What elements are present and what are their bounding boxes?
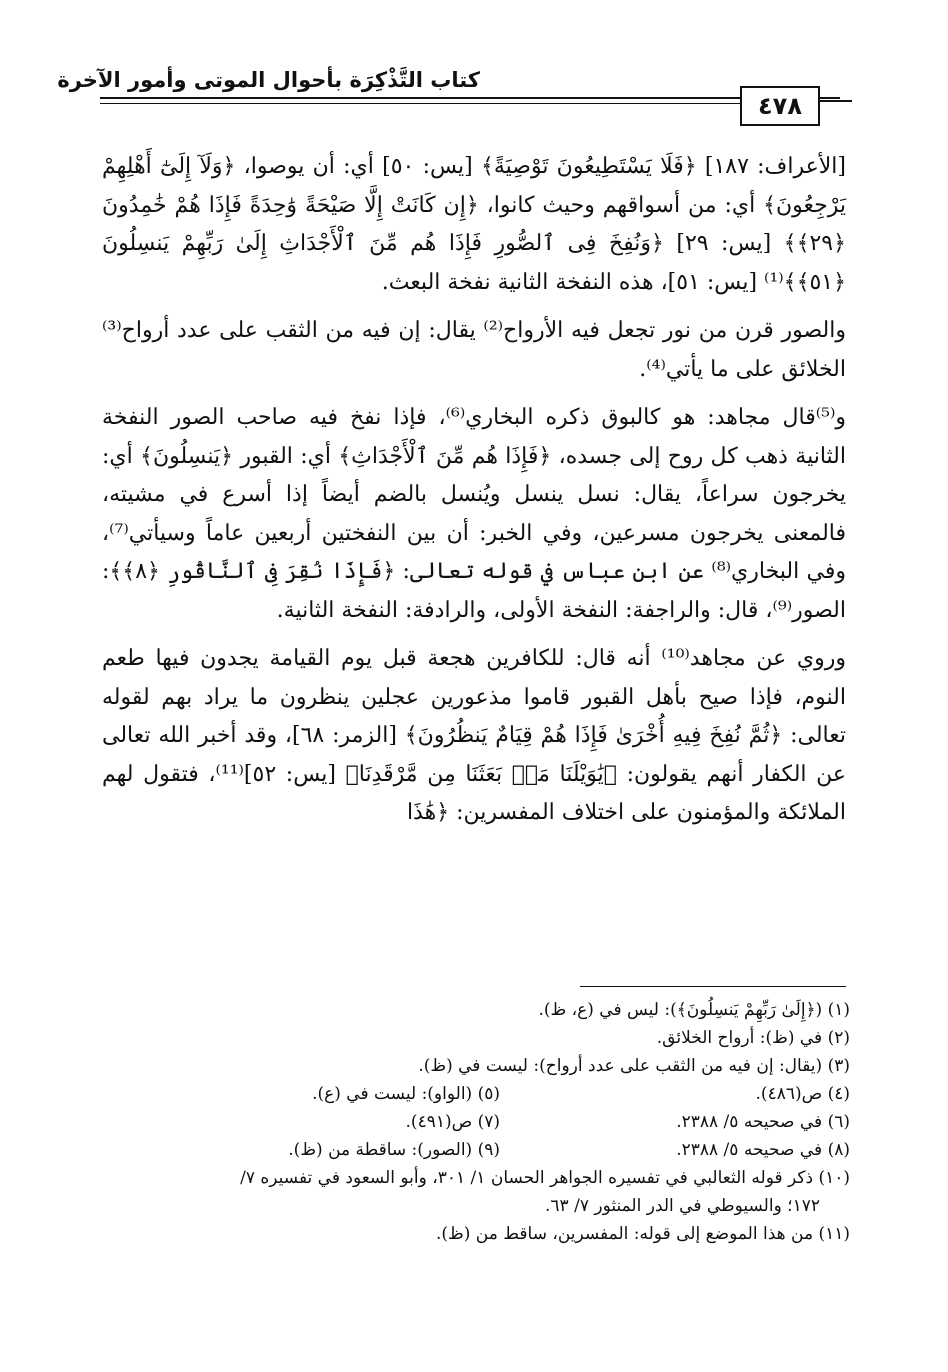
main-text — [102, 148, 846, 843]
header-rule-right — [818, 100, 852, 102]
footnote-continuation: ١٧٢؛ والسيوطي في الدر المنثور ٧/ ٦٣. — [545, 1196, 820, 1216]
header-rule — [100, 97, 840, 99]
footnote: (١) (﴿إِلَىٰ رَبِّهِمْ يَنسِلُونَ﴾): ليس في (ع، ظ). — [538, 1000, 850, 1020]
footnote: (٣) (يقال: إن فيه من الثقب على عدد أرواح): ليست في (ظ). — [418, 1056, 850, 1076]
footnote: (١٠) ذكر قوله الثعالبي في تفسيره الجواهر الحسان ١/ ٣٠١، وأبو السعود في تفسيره ٧/ — [240, 1168, 850, 1188]
footnote: (٧) ص(٤٩١). — [405, 1112, 500, 1132]
header-rule-thin — [100, 103, 740, 104]
footnote: (٢) في (ظ): أرواح الخلائق. — [656, 1028, 850, 1048]
footnote-row — [102, 1080, 850, 1108]
footnote-row — [102, 1108, 850, 1136]
footnotes — [102, 996, 850, 1248]
running-title: كتاب التَّذْكِرَة بأحوال الموتى وأمور الآخرة — [57, 68, 480, 92]
footnote-row — [102, 1136, 850, 1164]
paragraph: وروي عن مجاهد⁽¹⁰⁾ أنه قال: للكافرين هجعة قبل يوم القيامة يجدون فيها طعم النوم، فإذا صيح بأهل القبور قاموا مذعورين عجلين ينظرون ما يراد بهم لقوله تعالى: ﴿ثُمَّ نُفِخَ فِيهِ أُخْرَىٰ فَإِذَا هُمْ قِيَامٌ يَنظُرُونَ﴾ [الزمر: ٦٨]، وقد أخبر الله تعالى عن الكفار أنهم يقولون: ﴿يَٰوَيْلَنَا مَنۢ بَعَثَنَا مِن مَّرْقَدِنَا﴾ [يس: ٥٢]⁽¹¹⁾، فتقول لهم الملائكة والمؤمنون على اختلاف المفسرين: ﴿هَٰذَا — [102, 646, 846, 825]
footnote: (١١) من هذا الموضع إلى قوله: المفسرين، ساقط من (ظ). — [436, 1224, 850, 1244]
footnote: (٤) ص(٤٨٦). — [755, 1084, 850, 1104]
paragraph: [الأعراف: ١٨٧] ﴿فَلَا يَسْتَطِيعُونَ تَوْصِيَةً﴾ [يس: ٥٠] أي: أن يوصوا، ﴿وَلَآ إِلَىٰٓ أَهْلِهِمْ يَرْجِعُونَ﴾ أي: من أسواقهم وحيث كانوا، ﴿إِن كَانَتْ إِلَّا صَيْحَةً وَٰحِدَةً فَإِذَا هُمْ خَٰمِدُونَ ﴿٢٩﴾﴾ [يس: ٢٩] ﴿وَنُفِخَ فِى ٱلصُّورِ فَإِذَا هُم مِّنَ ٱلْأَجْدَاثِ إِلَىٰ رَبِّهِمْ يَنسِلُونَ ﴿٥١﴾﴾⁽¹⁾ [يس: ٥١]، هذه النفخة الثانية نفخة البعث. — [102, 154, 846, 295]
footnote-separator — [580, 986, 846, 987]
footnote: (٨) في صحيحه ٥/ ٢٣٨٨. — [676, 1140, 850, 1160]
paragraph: والصور قرن من نور تجعل فيه الأرواح⁽²⁾ يقال: إن فيه من الثقب على عدد أرواح⁽³⁾ الخلائق على ما يأتي⁽⁴⁾. — [102, 318, 846, 382]
page-number: ٤٧٨ — [740, 86, 820, 126]
paragraph: و⁽⁵⁾قال مجاهد: هو كالبوق ذكره البخاري⁽⁶⁾، فإذا نفخ فيه صاحب الصور النفخة الثانية ذهب كل روح إلى جسده، ﴿فَإِذَا هُم مِّنَ ٱلْأَجْدَاثِ﴾ أي: القبور ﴿يَنسِلُونَ﴾ أي: يخرجون سراعاً، يقال: نسل ينسل ويُنسل بالضم أيضاً إذا أسرع في مشيته، فالمعنى يخرجون مسرعين، وفي الخبر: أن بين النفختين أربعين عاماً وسيأتي⁽⁷⁾، وفي البخاري⁽⁸⁾ عن ابن عباس في قوله تعالى: ﴿فَإِذَا نُقِرَ فِى ٱلنَّاقُورِ ﴿٨﴾﴾: الصور⁽⁹⁾، قال: والراجفة: النفخة الأولى، والرادفة: النفخة الثانية. — [102, 405, 846, 623]
footnote: (٦) في صحيحه ٥/ ٢٣٨٨. — [676, 1112, 850, 1132]
footnote: (٩) (الصور): ساقطة من (ظ). — [288, 1140, 500, 1160]
footnote: (٥) (الواو): ليست في (ع). — [312, 1084, 500, 1104]
